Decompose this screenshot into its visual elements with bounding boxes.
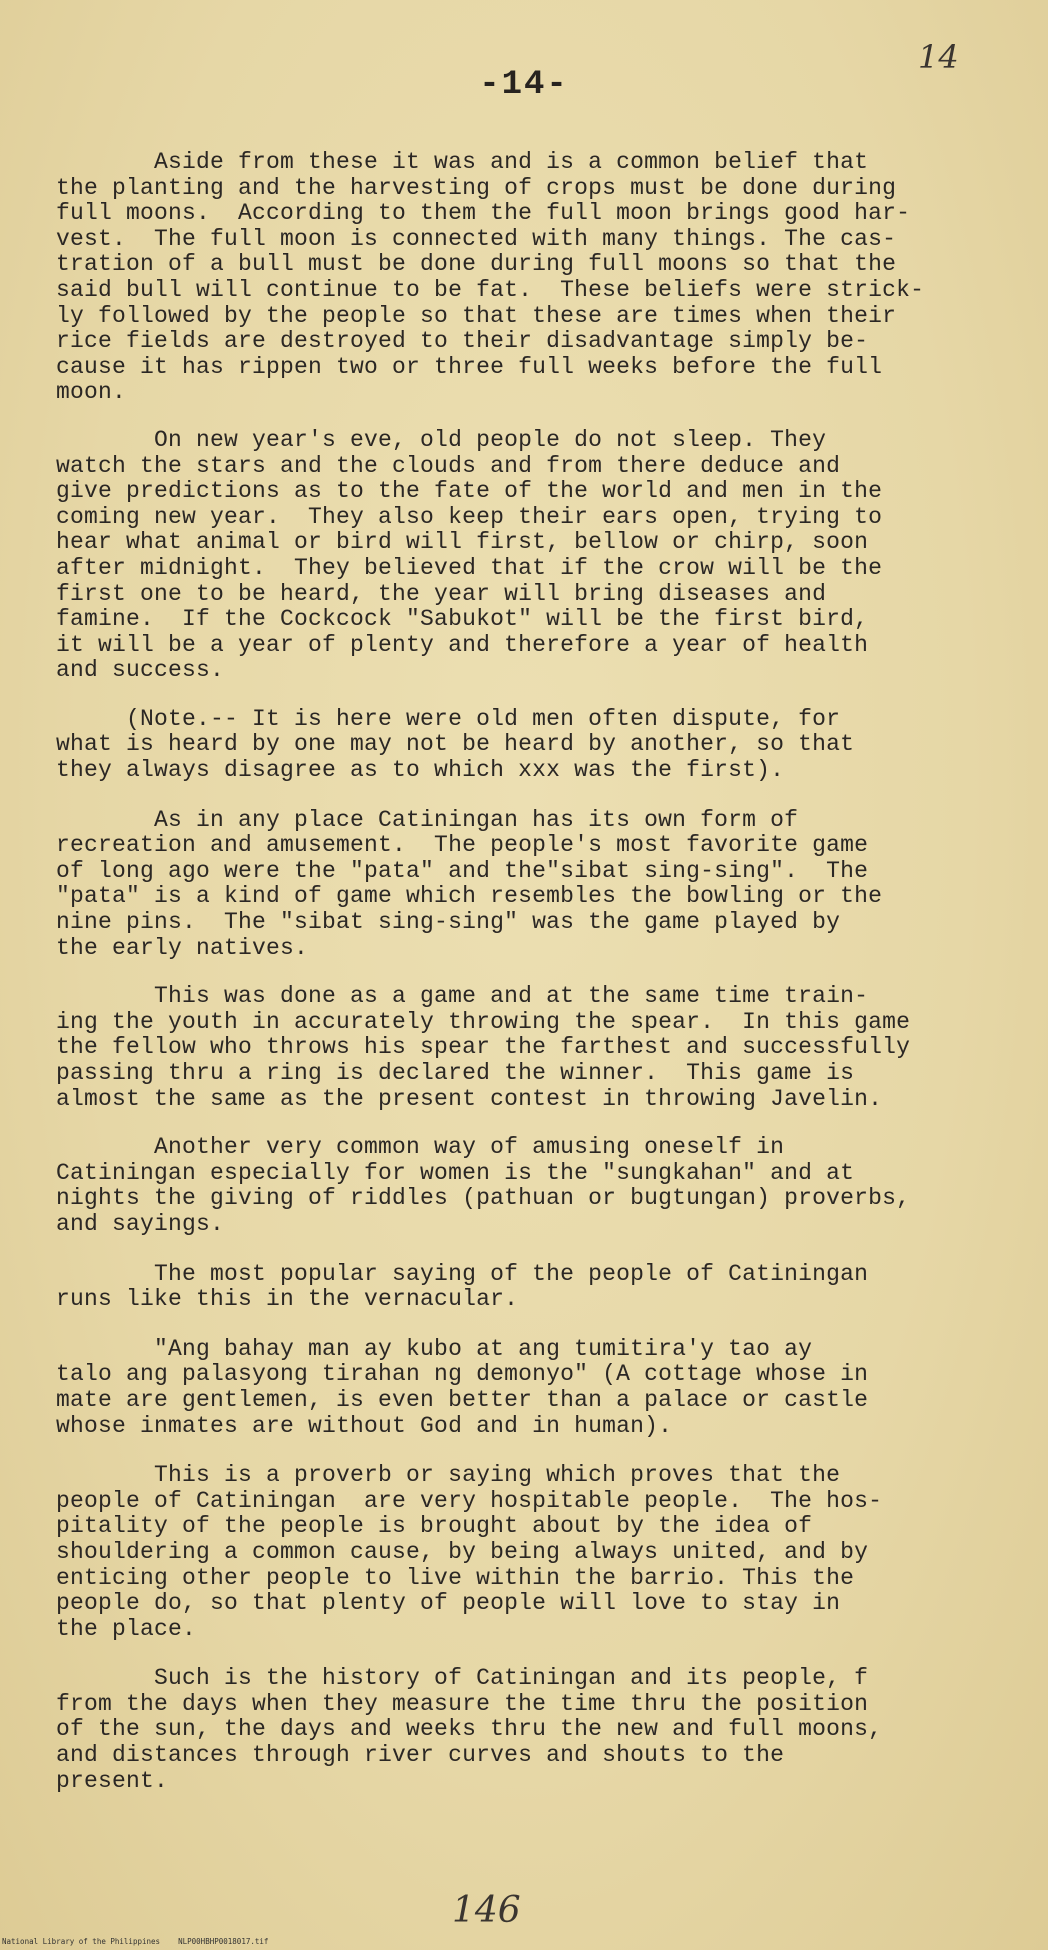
paragraph-5: This was done as a game and at the same time train- ing the youth in accurately throwing the spear. In this game the fellow who throws his spear the farthest and successfully passing thru a ring is declared the winner. This game is almost the same as the present contest in throwing Javelin. bbox=[56, 983, 911, 1112]
paragraph-4: As in any place Catiningan has its own form of recreation and amusement. The people's most favorite game of long ago were the "pata" and the"sibat sing-sing". The "pata" is a kind of game which resembles the bowling or the nine pins. The "sibat sing-sing" was the game played by the early natives. bbox=[56, 806, 883, 961]
paragraph-7: The most popular saying of the people of Catiningan runs like this in the vernacular. bbox=[56, 1260, 869, 1313]
paragraph-10: Such is the history of Catiningan and its people, f from the days when they measure the time thru the position of the sun, the days and weeks thru the new and full moons, and distances through river curves and shouts to the present. bbox=[56, 1665, 883, 1794]
paragraph-3: (Note.-- It is here were old men often dispute, for what is heard by one may not be heard by another, so that they always disagree as to which xxx was the first). bbox=[56, 705, 855, 784]
body-text bbox=[56, 150, 1016, 1794]
scan-footer: National Library of the Philippines NLP00HBHP0018017.tif bbox=[2, 1937, 269, 1946]
handwritten-page-number: 14 bbox=[918, 38, 959, 76]
paragraph-9: This is a proverb or saying which proves that the people of Catiningan are very hospitable people. The hos- pitality of the people is brought about by the idea of shouldering a common cause, by being always united, and by enticing other people to live within the barrio. This the people do, so that plenty of people will love to stay in the place. bbox=[56, 1462, 883, 1642]
paragraph-6: Another very common way of amusing oneself in Catiningan especially for women is the "sungkahan" and at nights the giving of riddles (pathuan or bugtungan) proverbs, and sayings. bbox=[56, 1134, 911, 1237]
paragraph-8: "Ang bahay man ay kubo at ang tumitira'y tao ay talo ang palasyong tirahan ng demonyo" (A cottage whose in mate are gentlemen, is even better than a palace or castle whose inmates are without God and in human). bbox=[56, 1335, 869, 1439]
paragraph-1: Aside from these it was and is a common belief that the planting and the harvesting of crops must be done during full moons. According to them the full moon brings good har- vest. The full moon is connected with many things. The cas- tration of a bull must be done during full moons so that the said bull will continue to be fat. These beliefs were strick- ly followed by the people so that these are times when their rice fields are destroyed to their disadvantage simply be- cause it has rippen two or three full weeks before the full moon. bbox=[56, 149, 925, 406]
paragraph-2: On new year's eve, old people do not sleep. They watch the stars and the clouds and from there deduce and give predictions as to the fate of the world and men in the coming new year. They also keep their ears open, trying to hear what animal or bird will first, bellow or chirp, soon after midnight. They believed that if the crow will be the first one to be heard, the year will bring diseases and famine. If the Cockcock "Sabukot" will be the first bird, it will be a year of plenty and therefore a year of health and success. bbox=[56, 426, 883, 684]
handwritten-folio-number: 146 bbox=[452, 1890, 521, 1931]
page-number: -14- bbox=[479, 66, 569, 104]
